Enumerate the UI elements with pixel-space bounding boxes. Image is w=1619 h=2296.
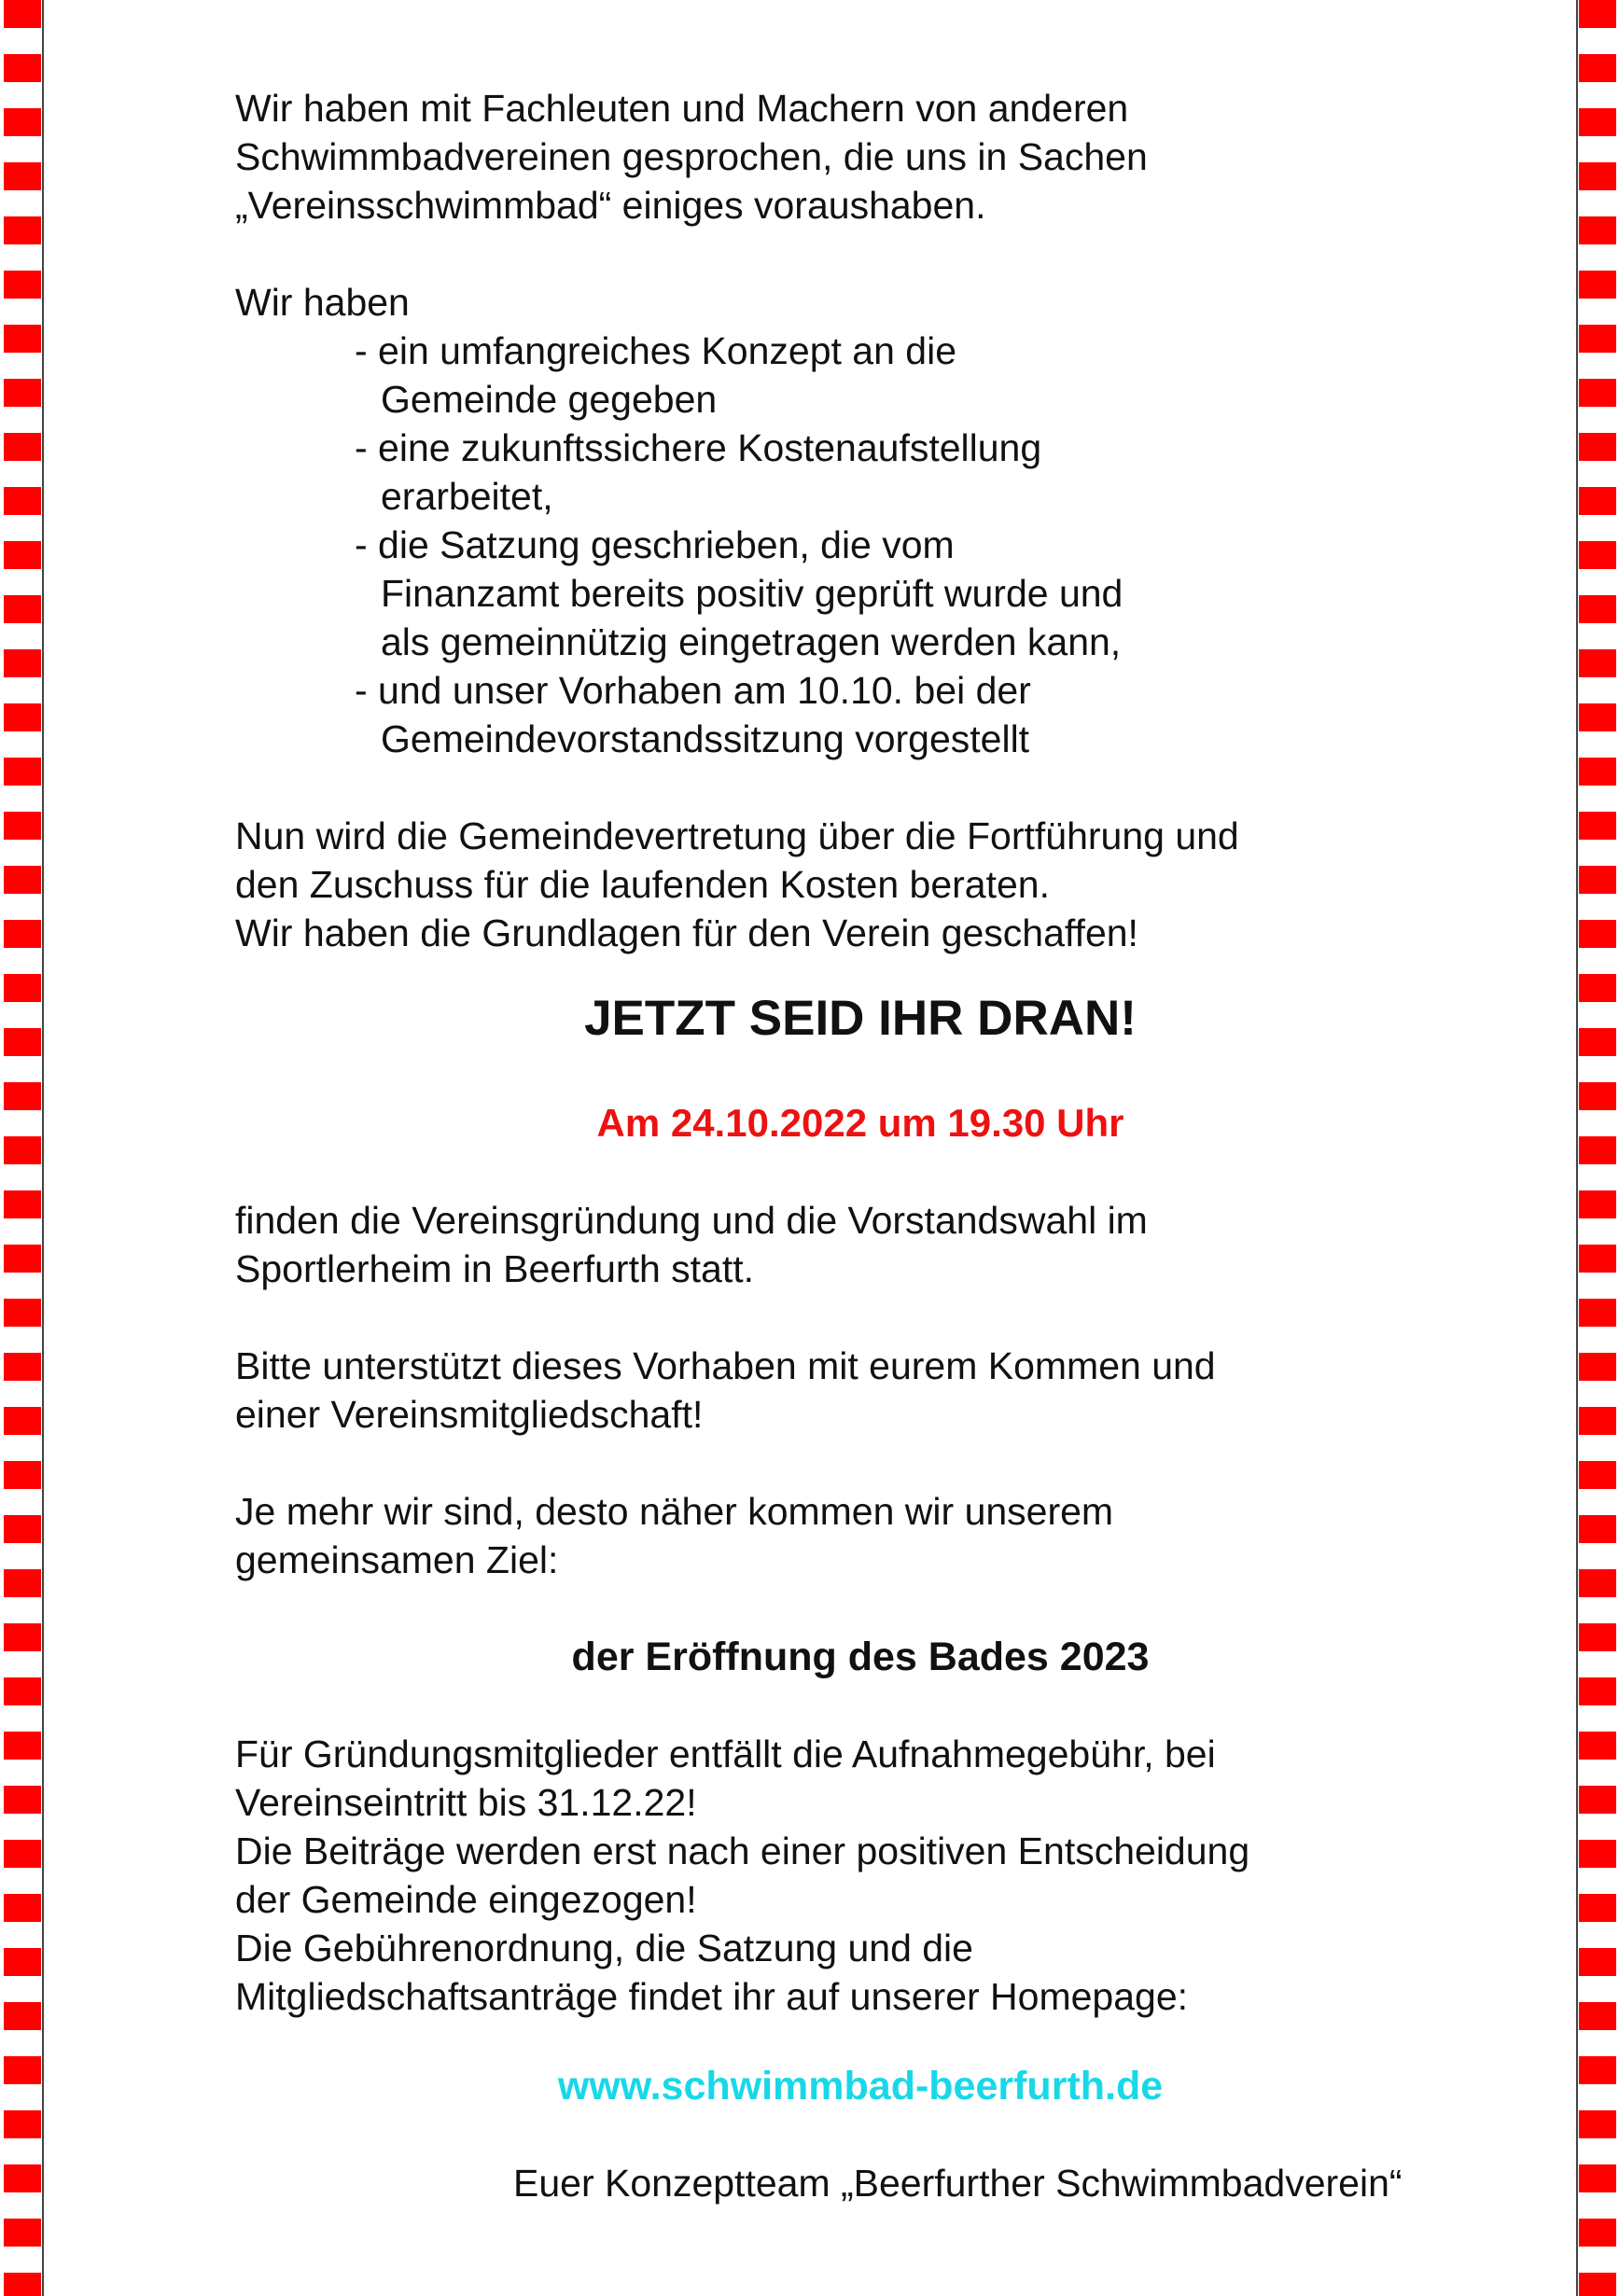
list-item-continuation: erarbeitet, <box>381 475 553 518</box>
now-paragraph <box>235 812 1467 957</box>
membership-paragraph <box>235 1730 1467 2021</box>
event-date: Am 24.10.2022 um 19.30 Uhr <box>596 1101 1124 1145</box>
list-item-continuation: Gemeinde gegeben <box>381 378 718 421</box>
right-border-line <box>1576 0 1578 2296</box>
left-border-stripe <box>4 0 41 2296</box>
goal-line: gemeinsamen Ziel: <box>235 1538 559 1581</box>
support-line: einer Vereinsmitgliedschaft! <box>235 1393 704 1436</box>
headline: JETZT SEID IHR DRAN! <box>584 991 1137 1046</box>
list-item-continuation: Gemeindevorstandssitzung vorgestellt <box>381 717 1030 760</box>
now-line: den Zuschuss für die laufenden Kosten beraten. <box>235 863 1050 906</box>
achievements-section <box>235 278 1467 763</box>
achievements-list <box>355 327 1467 763</box>
website-link[interactable]: www.schwimmbad-beerfurth.de <box>557 2064 1164 2108</box>
membership-line: Mitgliedschaftsanträge findet ihr auf unserer Homepage: <box>235 1975 1189 2018</box>
signature: Euer Konzeptteam „Beerfurther Schwimmbadverein“ <box>513 2162 1403 2205</box>
membership-line: Für Gründungsmitglieder entfällt die Aufnahmegebühr, bei <box>235 1732 1216 1775</box>
event-line: finden die Vereinsgründung und die Vorstandswahl im <box>235 1199 1148 1242</box>
list-item-continuation: als gemeinnützig eingetragen werden kann, <box>381 620 1122 663</box>
intro-paragraph <box>235 84 1467 230</box>
event-paragraph <box>235 1196 1467 1293</box>
now-line: Wir haben die Grundlagen für den Verein geschaffen! <box>235 911 1138 954</box>
membership-line: Die Gebührenordnung, die Satzung und die <box>235 1927 973 1969</box>
list-item: - eine zukunftssichere Kostenaufstellung <box>355 426 1042 469</box>
goal-statement: der Eröffnung des Bades 2023 <box>571 1635 1150 1679</box>
list-intro: Wir haben <box>235 281 410 324</box>
membership-line: der Gemeinde eingezogen! <box>235 1878 697 1921</box>
membership-line: Die Beiträge werden erst nach einer positiven Entscheidung <box>235 1830 1250 1872</box>
list-item-continuation: Finanzamt bereits positiv geprüft wurde und <box>381 572 1124 615</box>
goal-paragraph <box>235 1487 1467 1584</box>
list-item: - und unser Vorhaben am 10.10. bei der <box>355 669 1031 712</box>
intro-line: „Vereinsschwimmbad“ einiges voraushaben. <box>235 184 986 227</box>
now-line: Nun wird die Gemeindevertretung über die Fortführung und <box>235 814 1239 857</box>
membership-line: Vereinseintritt bis 31.12.22! <box>235 1781 697 1824</box>
event-line: Sportlerheim in Beerfurth statt. <box>235 1247 755 1290</box>
support-line: Bitte unterstützt dieses Vorhaben mit eurem Kommen und <box>235 1344 1216 1387</box>
list-item: - die Satzung geschrieben, die vom <box>355 523 955 566</box>
left-border-line <box>42 0 44 2296</box>
support-paragraph <box>235 1342 1467 1439</box>
right-border-stripe <box>1579 0 1616 2296</box>
list-item: - ein umfangreiches Konzept an die <box>355 329 957 372</box>
intro-line: Schwimmbadvereinen gesprochen, die uns in Sachen <box>235 135 1148 178</box>
intro-line: Wir haben mit Fachleuten und Machern von anderen <box>235 87 1129 130</box>
flyer-body <box>235 84 1467 2207</box>
goal-line: Je mehr wir sind, desto näher kommen wir unserem <box>235 1490 1114 1533</box>
